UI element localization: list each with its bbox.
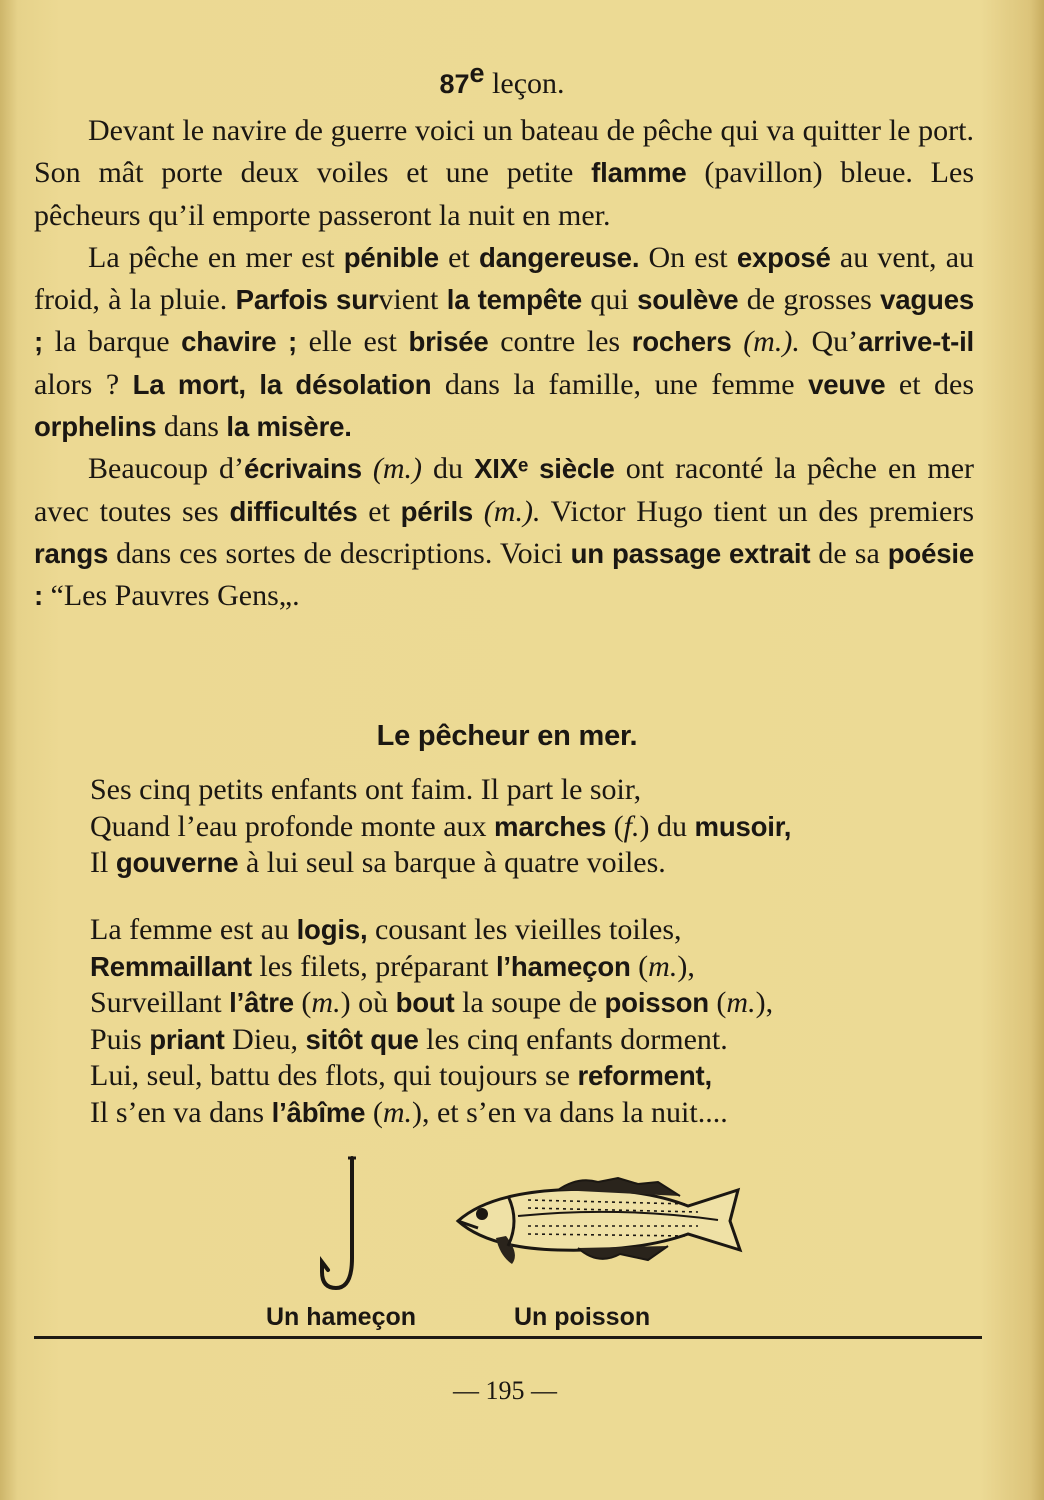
- bold-term: rochers: [631, 326, 732, 358]
- text-run: Beaucoup d’: [88, 452, 244, 486]
- bold-term: flamme: [591, 157, 687, 189]
- bold-term: veuve: [808, 368, 886, 400]
- bold-term: chavire ;: [181, 326, 297, 358]
- bold-term: un passage extrait: [570, 537, 811, 569]
- text-run: alors ?: [34, 367, 133, 401]
- bold-term: poésie :: [34, 537, 974, 612]
- bold-term: XIXᵉ siècle: [474, 453, 615, 485]
- text-run: La pêche en mer est: [88, 240, 344, 274]
- poem-line: [90, 845, 990, 882]
- text-run: [473, 495, 484, 528]
- text-run: du: [422, 452, 475, 486]
- bold-term: Remmaillant: [90, 950, 252, 982]
- paragraph: [34, 448, 974, 617]
- bold-term: l’âbîme: [271, 1096, 366, 1128]
- lesson-heading: [0, 58, 1004, 101]
- fish-caption: Un poisson: [514, 1303, 651, 1331]
- poem-line: [90, 809, 990, 846]
- text-run: et des: [885, 367, 975, 401]
- poem-line: [90, 1022, 990, 1059]
- text-run: dans: [156, 410, 227, 444]
- text-run: ) du: [639, 809, 695, 843]
- bold-term: vagues ;: [34, 284, 974, 358]
- text-run: les cinq enfants dorment.: [418, 1022, 728, 1056]
- text-run: [362, 452, 373, 485]
- paragraph: [34, 237, 974, 448]
- poem-line: [90, 1095, 990, 1132]
- text-run: Il s’en va dans: [90, 1095, 272, 1129]
- text-run: ) où: [340, 986, 396, 1019]
- text-run: ),: [677, 949, 695, 983]
- text-run: qui: [582, 283, 638, 317]
- bold-term: l’hameçon: [495, 950, 631, 982]
- text-run: “Les Pauvres Gens„.: [43, 579, 300, 613]
- text-run: dans la famille, une femme: [431, 367, 809, 401]
- bold-term: périls: [400, 495, 474, 527]
- italic-note: m.: [726, 986, 756, 1019]
- italic-note: m.: [382, 1095, 412, 1129]
- italic-note: (m.): [372, 452, 423, 486]
- lesson-word: leçon.: [492, 67, 565, 100]
- text-run: Quand l’eau profonde monte aux: [90, 809, 495, 843]
- paragraph: [34, 110, 974, 237]
- text-run: la soupe de: [454, 986, 605, 1019]
- text-run: (: [708, 986, 727, 1019]
- fish-icon: [448, 1176, 748, 1266]
- bold-term: poisson: [604, 987, 709, 1018]
- text-run: ), et s’en va dans la nuit....: [411, 1095, 728, 1129]
- text-run: (: [606, 809, 624, 843]
- bold-term: exposé: [736, 241, 831, 273]
- text-run: au vent, au froid, à la pluie.: [34, 240, 975, 317]
- text-run: (pavillon) bleue. Les pêcheurs qu’il emporte passeront la nuit en mer.: [34, 156, 974, 232]
- text-run: Il: [90, 846, 116, 879]
- text-run: ont raconté la pêche en mer avec toutes ses: [34, 452, 975, 528]
- bold-term: marches: [494, 810, 607, 842]
- text-run: vient: [378, 283, 447, 317]
- bold-term: pénible: [343, 241, 439, 273]
- italic-note: f.: [623, 809, 640, 843]
- italic-note: (m.).: [483, 494, 541, 528]
- prose-text: [34, 110, 974, 618]
- text-run: (: [630, 949, 649, 983]
- lesson-number: 87: [439, 69, 470, 99]
- bold-term: arrive-t-il: [858, 326, 975, 358]
- bold-term: reforment,: [577, 1060, 712, 1091]
- text-run: (: [365, 1095, 383, 1129]
- text-run: les filets, préparant: [251, 949, 496, 983]
- bold-term: écrivains: [243, 453, 362, 485]
- poem-line: [90, 949, 990, 986]
- text-run: et: [357, 494, 401, 528]
- text-run: dans ces sortes de descriptions. Voici: [108, 536, 571, 570]
- text-run: elle est: [296, 325, 409, 359]
- bold-term: priant: [149, 1023, 225, 1055]
- bold-term: difficultés: [229, 495, 358, 527]
- bold-term: brisée: [408, 326, 489, 358]
- page-number: — 195 —: [453, 1376, 557, 1405]
- italic-note: m.: [648, 949, 678, 983]
- bold-term: rangs: [34, 537, 109, 569]
- text-run: (: [293, 986, 312, 1019]
- bold-term: La mort, la désolation: [132, 368, 432, 400]
- text-run: à lui seul sa barque à quatre voiles.: [238, 846, 666, 879]
- text-run: Qu’: [799, 325, 859, 359]
- lesson-number-suffix: e: [469, 58, 485, 88]
- bold-term: logis,: [296, 914, 368, 945]
- text-run: et: [438, 240, 479, 274]
- text-run: Victor Hugo tient un des premiers: [540, 494, 974, 528]
- poem-stanza-1: [90, 772, 990, 882]
- poem-line: [90, 1058, 990, 1095]
- bold-term: gouverne: [115, 847, 239, 878]
- bold-term: orphelins: [34, 411, 157, 443]
- text-run: la barque: [43, 325, 182, 359]
- bold-term: la tempête: [446, 284, 583, 316]
- text-run: Ses cinq petits enfants ont faim. Il part le soir,: [90, 773, 642, 806]
- text-run: Surveillant: [90, 986, 230, 1019]
- bold-term: la misère.: [226, 411, 352, 443]
- italic-note: m.: [311, 986, 341, 1019]
- poem-line: [90, 772, 990, 809]
- text-run: contre les: [488, 325, 632, 359]
- bold-term: Parfois sur: [235, 284, 379, 316]
- text-run: Dieu,: [224, 1022, 306, 1056]
- bold-term: sitôt que: [305, 1023, 419, 1055]
- text-run: Puis: [90, 1022, 150, 1056]
- text-run: de sa: [810, 536, 888, 570]
- hook-caption: Un hameçon: [266, 1303, 417, 1331]
- poem-title: Le pêcheur en mer.: [376, 720, 638, 752]
- text-run: cousant les vieilles toiles,: [367, 913, 682, 946]
- text-run: de grosses: [738, 283, 881, 317]
- bold-term: musoir,: [694, 810, 792, 842]
- text-run: On est: [639, 240, 737, 274]
- poem-line: [90, 912, 990, 949]
- bold-term: l’âtre: [229, 987, 294, 1018]
- bold-term: soulève: [637, 284, 739, 316]
- divider-line: [34, 1336, 982, 1339]
- text-run: ),: [755, 986, 774, 1019]
- italic-note: (m.).: [743, 325, 800, 359]
- text-run: [732, 325, 744, 358]
- poem-line: [90, 985, 990, 1022]
- poem-stanza-2: [90, 912, 990, 1131]
- text-run: La femme est au: [90, 913, 297, 946]
- bold-term: bout: [395, 987, 455, 1018]
- text-run: Devant le navire de guerre voici un bateau de pêche qui va quitter le port. Son mât porte deux voiles et une petite: [34, 114, 974, 190]
- text-run: Lui, seul, battu des flots, qui toujours se: [90, 1059, 578, 1092]
- bold-term: dangereuse.: [478, 241, 640, 273]
